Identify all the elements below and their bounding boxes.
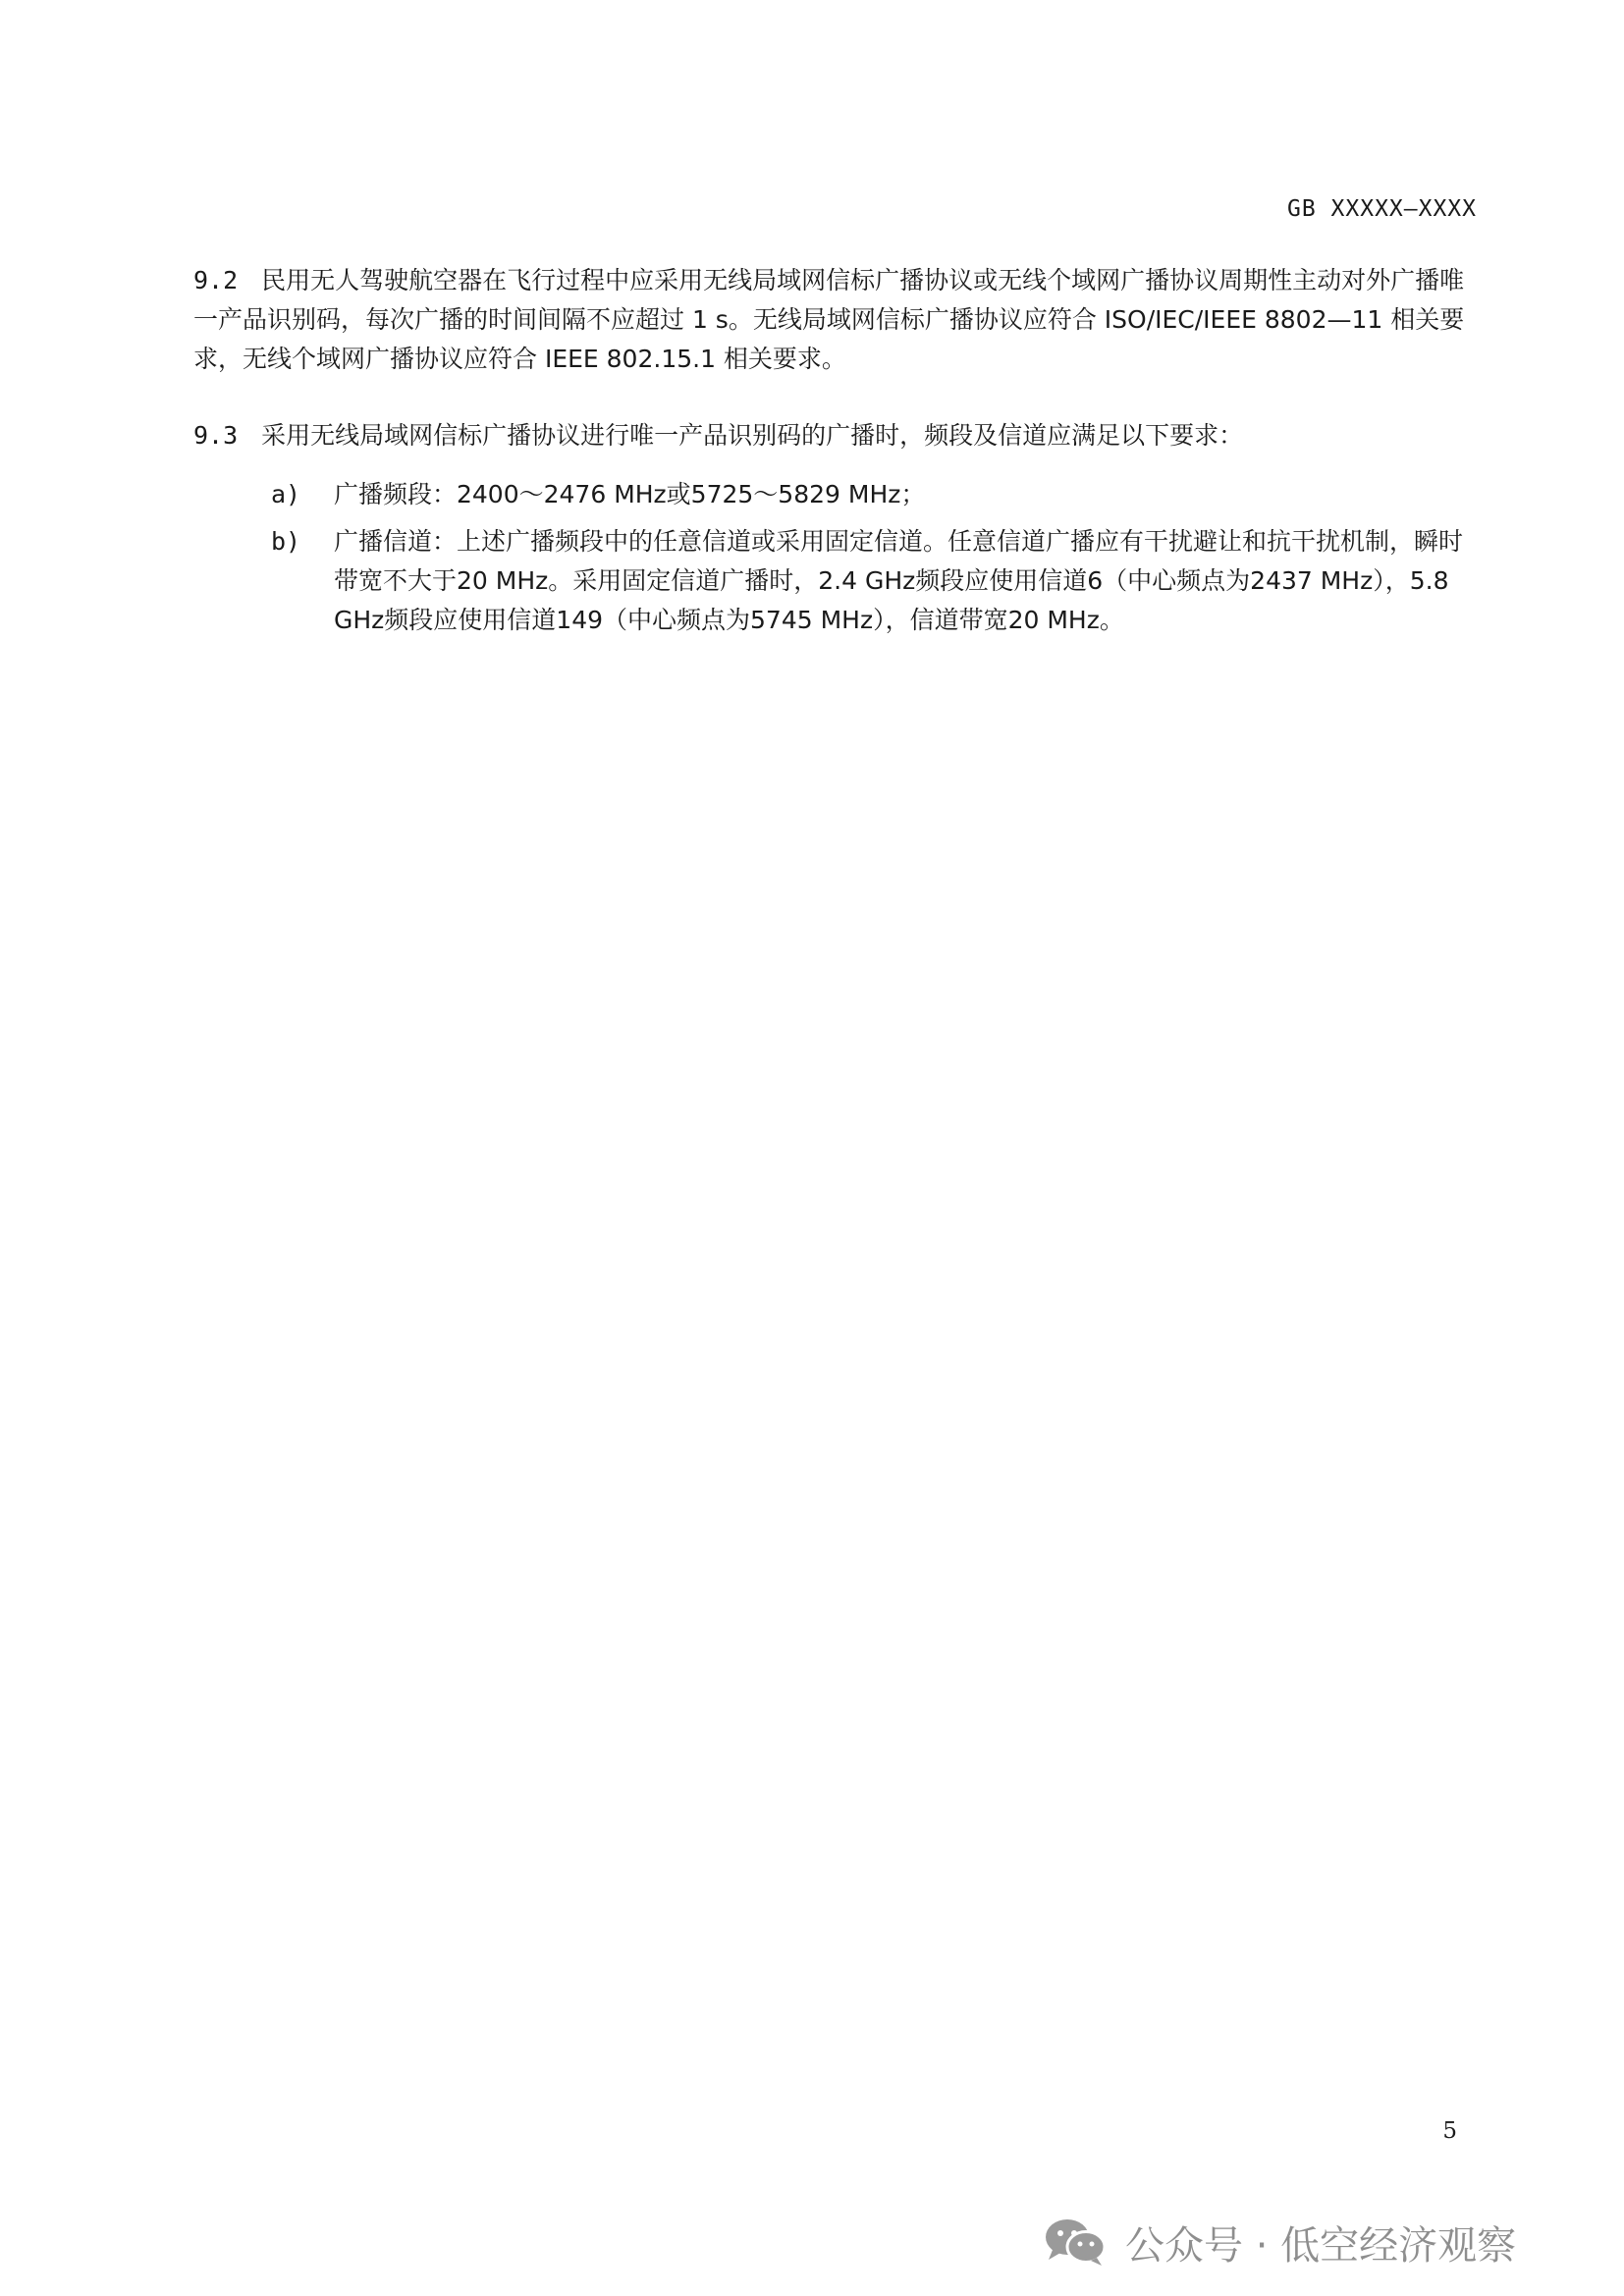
clause-number: 9.2 bbox=[193, 266, 239, 294]
clause-text: 采用无线局域网信标广播协议进行唯一产品识别码的广播时，频段及信道应满足以下要求： bbox=[261, 421, 1244, 450]
list-marker: a) bbox=[271, 480, 301, 508]
list-item-a bbox=[271, 475, 1481, 514]
page-number: 5 bbox=[1442, 2118, 1457, 2144]
clause-9-2 bbox=[193, 261, 1480, 379]
clause-number: 9.3 bbox=[193, 421, 239, 450]
list-item-text: 广播信道：上述广播频段中的任意信道或采用固定信道。任意信道广播应有干扰避让和抗干扰机制，瞬时带宽不大于20 MHz。采用固定信道广播时，2.4 GHz频段应使用信道6（中心频点为2437 MHz），5.8 GHz频段应使用信道149（中心频点为5745 MHz），信道带宽20 MHz。 bbox=[334, 527, 1464, 634]
list-item-b bbox=[271, 522, 1481, 640]
clause-9-3 bbox=[193, 416, 1480, 455]
watermark bbox=[1043, 2215, 1516, 2269]
document-code: GB XXXXX—XXXX bbox=[1286, 196, 1477, 222]
list-marker: b) bbox=[271, 527, 301, 556]
wechat-icon bbox=[1043, 2216, 1108, 2268]
watermark-text: 公众号 · 低空经济观察 bbox=[1125, 2222, 1517, 2269]
list-item-text: 广播频段：2400～2476 MHz或5725～5829 MHz； bbox=[334, 480, 926, 508]
clause-text: 民用无人驾驶航空器在飞行过程中应采用无线局域网信标广播协议或无线个域网广播协议周期性主动对外广播唯一产品识别码，每次广播的时间间隔不应超过 1 s。无线局域网信标广播协议应符合 ISO/IEC/IEEE 8802—11 相关要求，无线个域网广播协议应符合 IEEE 802.15.1 相关要求。 bbox=[193, 266, 1465, 373]
